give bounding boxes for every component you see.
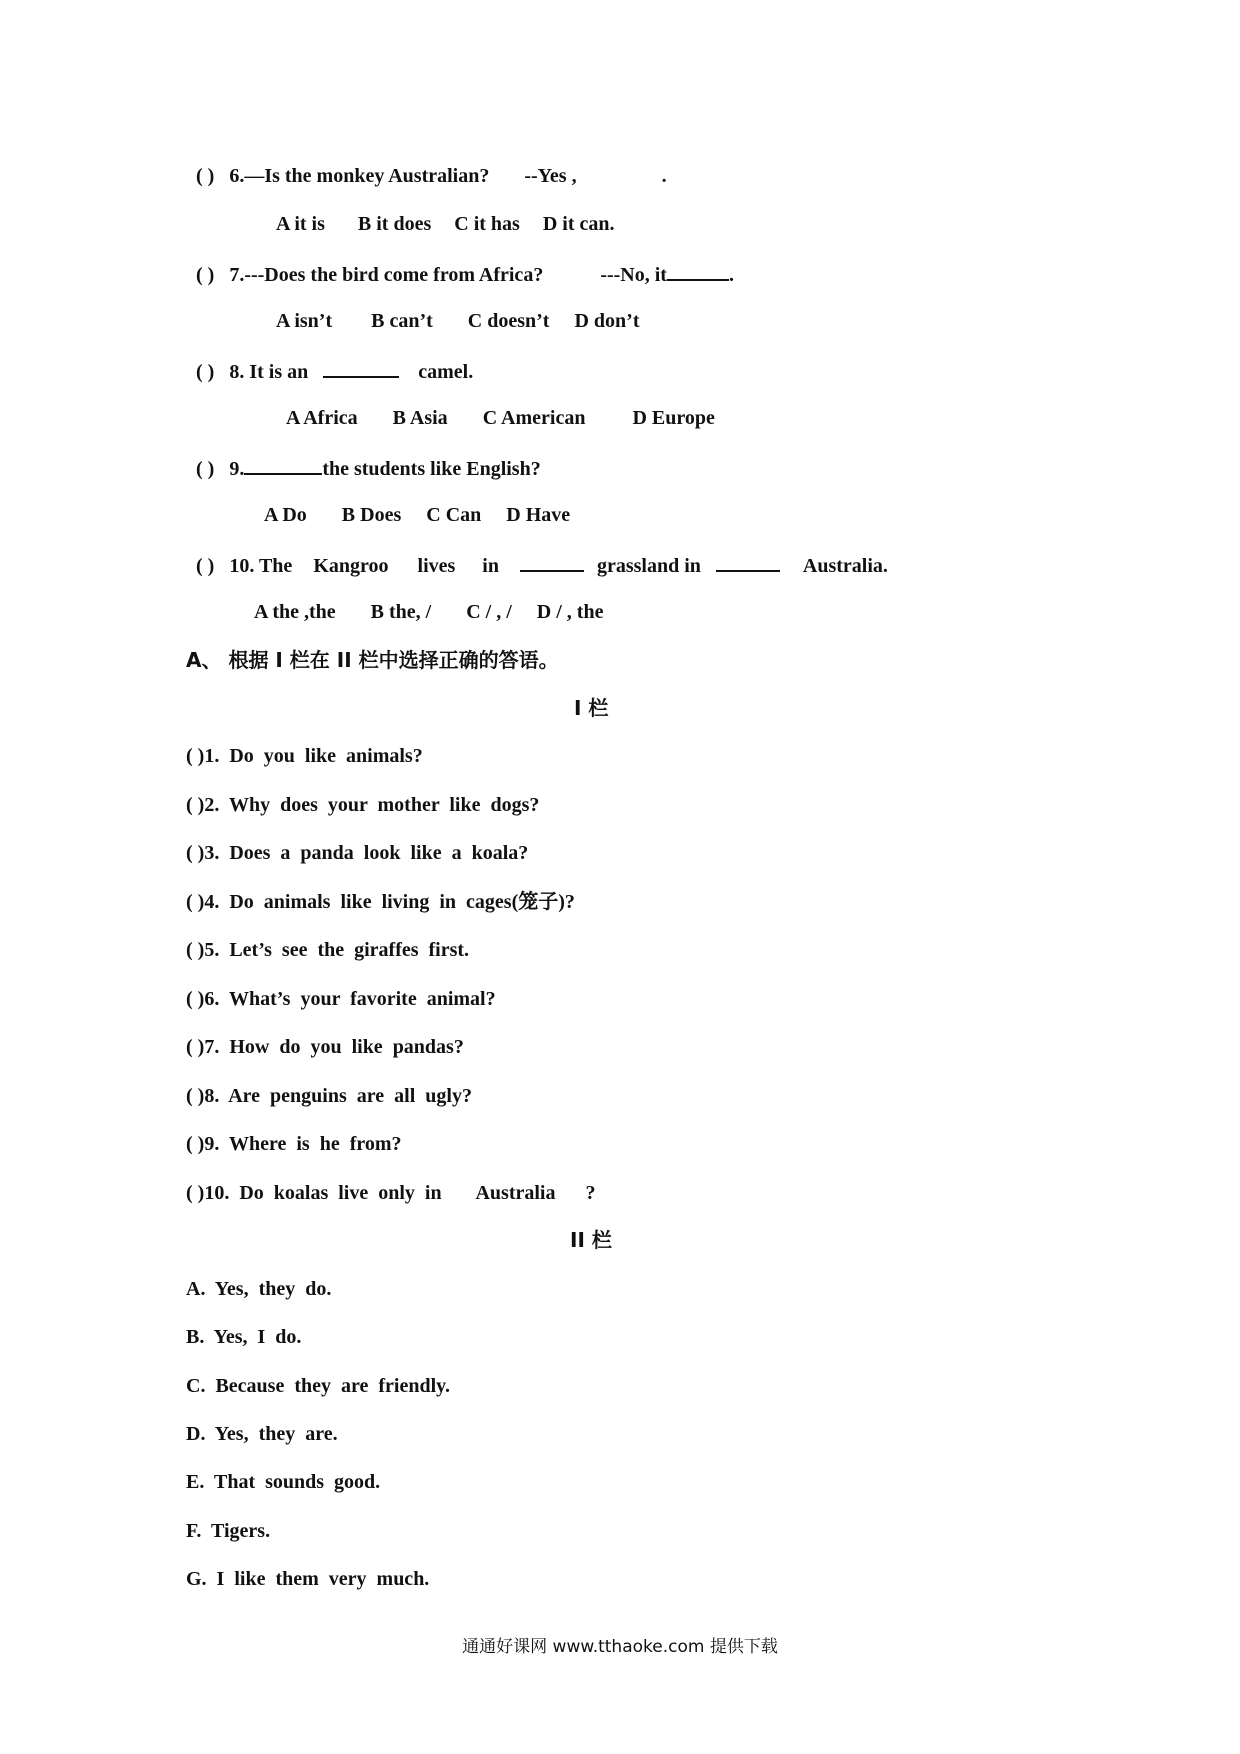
option-b: B Asia	[392, 407, 448, 429]
matching-question-text: 5. Let’s see the giraffes first.	[204, 939, 470, 961]
question-10-word: Australia.	[802, 555, 888, 577]
footer-credit: 通通好课网 www.tthaoke.com 提供下载	[462, 1637, 778, 1657]
matching-question-row	[186, 892, 575, 912]
option-c: C American	[482, 407, 586, 429]
option-a: A it is	[276, 213, 325, 235]
question-10-word: 10. The	[229, 555, 293, 577]
option-b: B Does	[341, 504, 402, 526]
option-b: B can’t	[371, 310, 433, 332]
option-c: C it has	[454, 213, 520, 235]
matching-question-row	[186, 989, 496, 1009]
answer-blank	[323, 360, 399, 378]
matching-answer-row: A. Yes, they do.	[186, 1278, 332, 1300]
question-10-options	[254, 602, 603, 622]
matching-question-row	[186, 1037, 464, 1057]
answer-blank	[716, 554, 780, 572]
matching-question-row	[186, 843, 528, 863]
question-7-line	[196, 263, 734, 285]
answer-paren: ( )	[186, 842, 205, 864]
matching-answer-row: E. That sounds good.	[186, 1471, 381, 1494]
matching-question-text: 3. Does a panda look like a koala?	[204, 842, 529, 864]
question-7-answer-prefix: ---No, it	[600, 264, 667, 286]
matching-answer-row: B. Yes, I do.	[186, 1326, 302, 1349]
option-c: C Can	[426, 504, 482, 526]
matching-question-row	[186, 795, 539, 815]
option-d: D Europe	[632, 407, 715, 429]
matching-answer-row: D. Yes, they are.	[186, 1422, 338, 1445]
question-9-text-after: the students like English?	[322, 458, 541, 480]
matching-answer-row: C. Because they are friendly.	[186, 1374, 451, 1397]
answer-paren: ( )	[186, 1036, 205, 1058]
question-8-line	[196, 360, 473, 382]
matching-question-row	[186, 1086, 472, 1106]
matching-answer-row: G. I like them very much.	[186, 1567, 430, 1590]
answer-paren: ( )	[186, 987, 205, 1010]
question-6-text: 6.—Is the monkey Australian?	[229, 165, 490, 187]
question-9-text-before: 9.	[229, 458, 245, 480]
question-10-word: Kangroo	[313, 555, 389, 577]
option-c: C / , /	[466, 601, 512, 623]
matching-question-text: 8. Are penguins are all ugly?	[204, 1084, 472, 1107]
answer-paren: ( )	[186, 1181, 205, 1204]
answer-paren: ( )	[196, 264, 215, 286]
matching-question-row	[186, 1183, 595, 1203]
option-d: D it can.	[542, 213, 615, 235]
answer-paren: ( )	[186, 1084, 205, 1107]
matching-question-row	[186, 1134, 402, 1154]
answer-paren: ( )	[186, 890, 205, 913]
matching-question-text: 4. Do animals like living in cages(笼子)?	[204, 890, 575, 913]
section-heading: A、 根据 I 栏在 II 栏中选择正确的答语。	[186, 648, 559, 672]
matching-question-text: 2. Why does your mother like dogs?	[204, 793, 540, 816]
question-6-options	[276, 214, 615, 234]
matching-question-text: 1. Do you like animals?	[204, 745, 423, 767]
question-7-end: .	[728, 264, 734, 286]
question-7-options	[276, 311, 639, 331]
matching-question-text: 10. Do koalas live only in Australia ?	[204, 1181, 596, 1204]
question-10-word: grassland in	[596, 555, 701, 577]
answer-blank	[667, 263, 729, 281]
option-d: D don’t	[574, 310, 640, 332]
question-9-options	[264, 505, 570, 525]
answer-blank	[520, 554, 584, 572]
question-8-text-after: camel.	[418, 361, 474, 383]
column-1-title: I 栏	[574, 696, 609, 720]
option-b: B it does	[357, 213, 432, 235]
option-b: B the, /	[370, 601, 432, 623]
question-6-line	[196, 166, 667, 186]
option-a: A isn’t	[276, 310, 333, 332]
column-2-title: II 栏	[570, 1228, 612, 1252]
matching-question-text: 9. Where is he from?	[204, 1133, 402, 1155]
question-7-text: 7.---Does the bird come from Africa?	[229, 264, 544, 286]
matching-answer-row: F. Tigers.	[186, 1519, 271, 1542]
question-6-end: .	[661, 165, 667, 187]
option-d: D Have	[506, 504, 571, 526]
question-10-line	[196, 554, 888, 576]
answer-paren: ( )	[196, 361, 215, 383]
matching-question-text: 6. What’s your favorite animal?	[204, 987, 496, 1010]
option-a: A the ,the	[254, 601, 336, 623]
question-10-word: in	[482, 555, 499, 577]
matching-question-text: 7. How do you like pandas?	[204, 1036, 464, 1058]
answer-paren: ( )	[186, 939, 205, 961]
answer-blank	[244, 457, 322, 475]
question-8-text-before: 8. It is an	[229, 361, 309, 383]
question-8-options	[286, 408, 715, 428]
answer-paren: ( )	[186, 1133, 205, 1155]
option-a: A Africa	[286, 407, 358, 429]
matching-question-row	[186, 940, 469, 960]
matching-question-row	[186, 746, 423, 766]
question-6-answer-prefix: --Yes ,	[524, 165, 577, 187]
answer-paren: ( )	[196, 555, 215, 577]
answer-paren: ( )	[186, 793, 205, 816]
answer-paren: ( )	[196, 458, 215, 480]
option-c: C doesn’t	[467, 310, 550, 332]
question-9-line	[196, 457, 541, 479]
question-10-word: lives	[417, 555, 456, 577]
answer-paren: ( )	[196, 165, 215, 187]
option-a: A Do	[264, 504, 307, 526]
option-d: D / , the	[536, 601, 604, 623]
answer-paren: ( )	[186, 745, 205, 767]
